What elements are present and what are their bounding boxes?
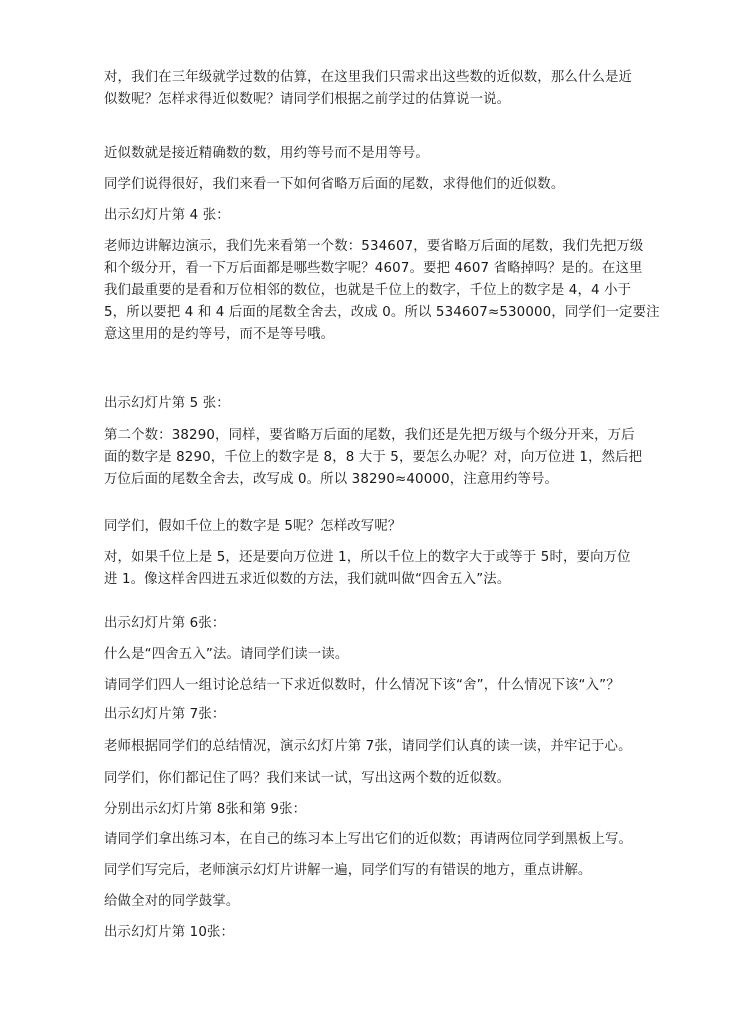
text-line: 万位后面的尾数全舍去，改写成 0。所以 38290≈40000，注意用约等号。 — [104, 472, 559, 487]
text-line: 同学们，假如千位上的数字是 5呢？怎样改写呢？ — [104, 519, 402, 534]
text-line: 和个级分开，看一下万后面都是哪些数字呢？4607。要把 4607 省略掉吗？是的。在这里 — [104, 261, 643, 276]
text-line: 同学们写完后，老师演示幻灯片讲解一遍，同学们写的有错误的地方，重点讲解。 — [104, 863, 592, 878]
paragraph — [104, 613, 644, 635]
text-line: 似数呢？怎样求得近似数呢？请同学们根据之前学过的估算说一说。 — [104, 92, 511, 107]
text-line: 出示幻灯片第 10张： — [104, 925, 235, 940]
text-line: 对，我们在三年级就学过数的估算，在这里我们只需求出这些数的近似数，那么什么是近 — [104, 70, 633, 85]
text-line: 第二个数：38290，同样，要省略万后面的尾数，我们还是先把万级与个级分开来，万后 — [104, 428, 635, 443]
paragraph — [104, 143, 644, 165]
text-line: 老师边讲解边演示，我们先来看第一个数：534607，要省略万后面的尾数，我们先把万级 — [104, 239, 644, 254]
paragraph — [104, 829, 644, 851]
text-line: 面的数字是 8290，千位上的数字是 8，8 大于 5，要怎么办呢？对，向万位进 1，然后把 — [104, 450, 643, 465]
text-line: 我们最重要的是看和万位相邻的数位，也就是千位上的数字，千位上的数字是 4，4 小于 — [104, 283, 632, 298]
paragraph — [104, 425, 644, 491]
text-line: 对，如果千位上是 5，还是要向万位进 1，所以千位上的数字大于或等于 5时，要向万位 — [104, 550, 631, 565]
paragraph — [104, 922, 644, 944]
paragraph — [104, 393, 644, 415]
paragraph — [104, 768, 644, 790]
text-line: 出示幻灯片第 5 张： — [104, 396, 230, 411]
text-line: 给做全对的同学鼓掌。 — [104, 894, 240, 909]
text-line: 进 1。像这样舍四进五求近似数的方法，我们就叫做“四舍五入”法。 — [104, 572, 511, 587]
paragraph — [104, 236, 660, 346]
text-line: 同学们，你们都记住了吗？我们来试一试，写出这两个数的近似数。 — [104, 771, 511, 786]
text-line: 分别出示幻灯片第 8张和第 9张： — [104, 802, 307, 817]
text-line: 出示幻灯片第 6张： — [104, 616, 226, 631]
paragraph — [104, 799, 644, 821]
paragraph — [104, 675, 644, 697]
paragraph — [104, 547, 644, 591]
text-line: 近似数就是接近精确数的数，用约等号而不是用等号。 — [104, 146, 429, 161]
text-line: 同学们说得很好，我们来看一下如何省略万后面的尾数，求得他们的近似数。 — [104, 177, 565, 192]
paragraph — [104, 516, 644, 538]
paragraph — [104, 736, 644, 758]
paragraph — [104, 174, 644, 196]
paragraph — [104, 205, 644, 227]
text-line: 意这里用的是约等号，而不是等号哦。 — [104, 327, 335, 342]
paragraph — [104, 67, 644, 111]
paragraph — [104, 891, 644, 913]
paragraph — [104, 704, 644, 726]
paragraph — [104, 860, 644, 882]
text-line: 出示幻灯片第 7张： — [104, 707, 226, 722]
text-line: 5，所以要把 4 和 4 后面的尾数全舍去，改成 0。所以 534607≈530000，同学们一定要注 — [104, 305, 660, 320]
text-line: 什么是“四舍五入”法。请同学们读一读。 — [104, 647, 349, 662]
text-line: 请同学们四人一组讨论总结一下求近似数时，什么情况下该“舍”，什么情况下该“入”？ — [104, 678, 620, 693]
paragraph — [104, 644, 644, 666]
text-line: 出示幻灯片第 4 张： — [104, 208, 230, 223]
text-line: 请同学们拿出练习本，在自己的练习本上写出它们的近似数；再请两位同学到黑板上写。 — [104, 832, 633, 847]
text-line: 老师根据同学们的总结情况，演示幻灯片第 7张，请同学们认真的读一读，并牢记于心。 — [104, 739, 632, 754]
